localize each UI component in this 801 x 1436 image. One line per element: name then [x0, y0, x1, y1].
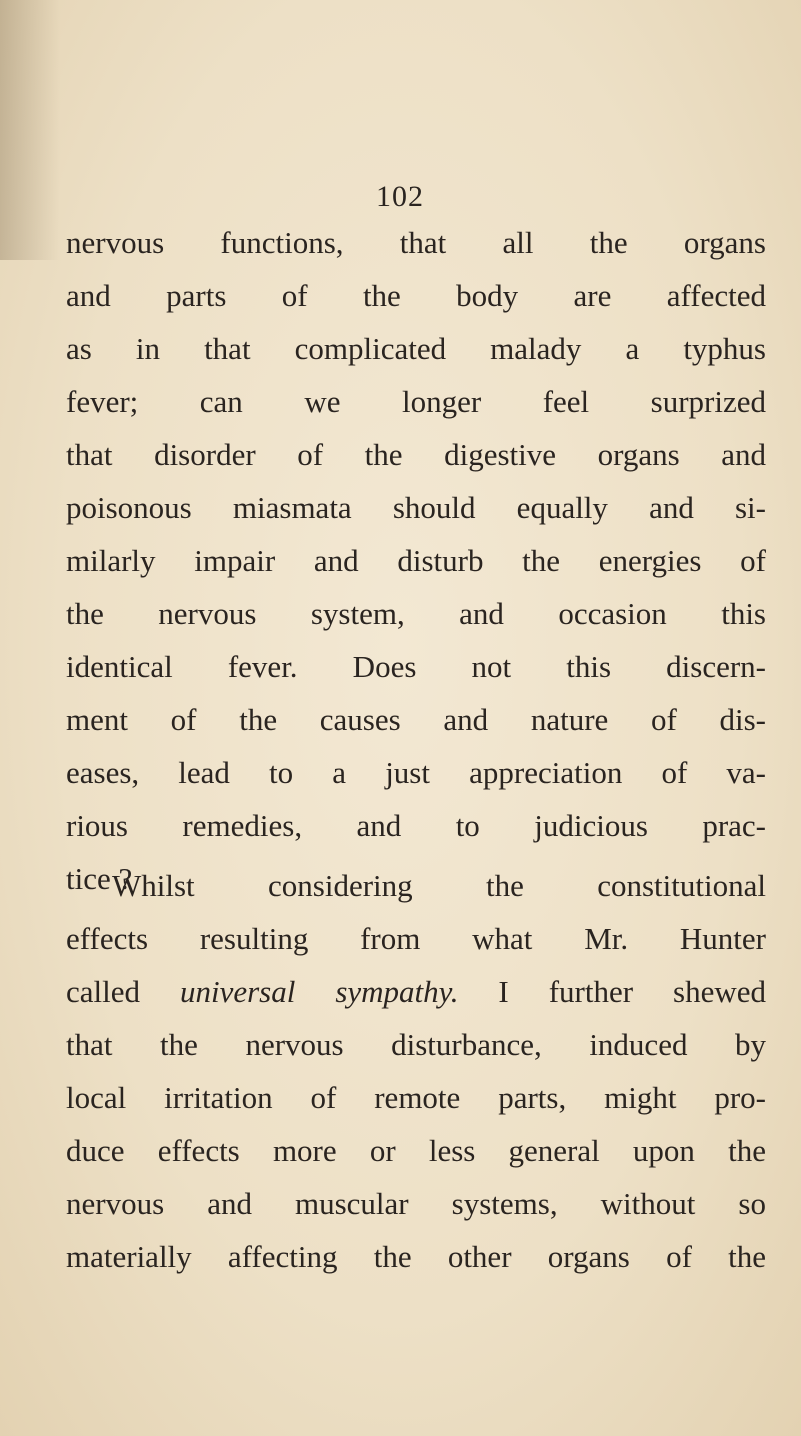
text-line: identical fever. Does not this discern- [66, 649, 766, 684]
text-line: that disorder of the digestive organs and [66, 437, 766, 472]
text-line: nervous and muscular systems, without so [66, 1186, 766, 1221]
text-line: poisonous miasmata should equally and si- [66, 490, 766, 525]
text-line: the nervous system, and occasion this [66, 596, 766, 631]
text-line: fever; can we longer feel surprized [66, 384, 766, 419]
text-line: local irritation of remote parts, might pro- [66, 1080, 766, 1115]
text-line: materially affecting the other organs of the [66, 1239, 766, 1274]
text-line-with-italic [66, 969, 766, 1015]
text-line: rious remedies, and to judicious prac- [66, 808, 766, 843]
text-line: and parts of the body are affected [66, 278, 766, 313]
italic-phrase: universal sympathy. [179, 974, 459, 1009]
text-line: that the nervous disturbance, induced by [66, 1027, 766, 1062]
text-line: tice ? [66, 861, 133, 896]
text-line: Whilst considering the constitutional [112, 868, 766, 903]
text-span: I further shewed [458, 974, 766, 1009]
text-line: as in that complicated malady a typhus [66, 331, 766, 366]
text-line: nervous functions, that all the organs [66, 225, 766, 260]
text-line: ment of the causes and nature of dis- [66, 702, 766, 737]
text-line: duce effects more or less general upon the [66, 1133, 766, 1168]
text-line: eases, lead to a just appreciation of va- [66, 755, 766, 790]
text-span: called [66, 974, 180, 1009]
page-number: 102 [376, 180, 424, 213]
text-line: milarly impair and disturb the energies of [66, 543, 766, 578]
text-line: effects resulting from what Mr. Hunter [66, 921, 766, 956]
page-edge-shadow [0, 0, 60, 260]
